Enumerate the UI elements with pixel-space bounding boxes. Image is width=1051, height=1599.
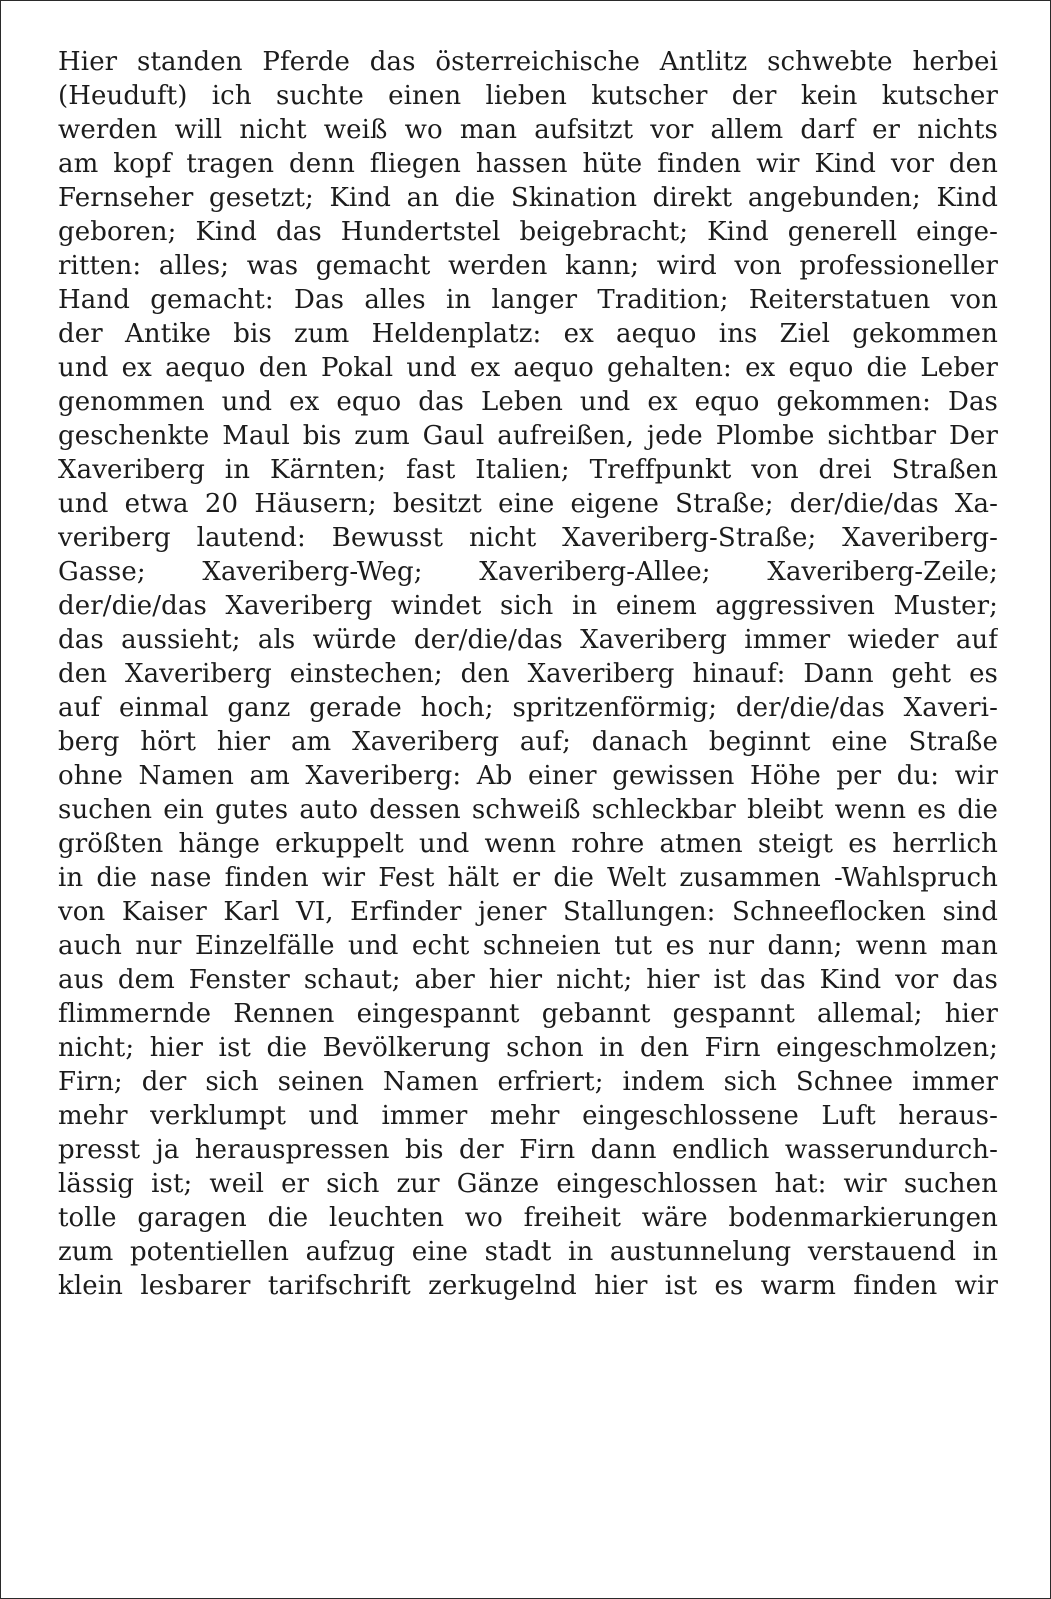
text-line-28: aus dem Fenster schaut; aber hier nicht; hier ist das Kind vor das <box>58 965 998 995</box>
text-line-35: tolle garagen die leuchten wo freiheit wäre bodenmarkierungen <box>58 1203 998 1233</box>
text-line-36: zum potentiellen aufzug eine stadt in austunnelung verstauend in <box>58 1237 998 1267</box>
text-line-23: suchen ein gutes auto dessen schweiß schleckbar bleibt wenn es die <box>58 795 998 825</box>
text-line-27: auch nur Einzelfälle und echt schneien tut es nur dann; wenn man <box>58 931 998 961</box>
text-line-13: Xaveriberg in Kärnten; fast Italien; Treffpunkt von drei Straßen <box>58 455 998 485</box>
text-line-16: Gasse; Xaveriberg-Weg; Xaveriberg-Allee; Xaveriberg-Zeile; <box>58 557 998 587</box>
text-line-29: flimmernde Rennen eingespannt gebannt gespannt allemal; hier <box>58 999 998 1029</box>
text-line-2: (Heuduft) ich suchte einen lieben kutscher der kein kutscher <box>58 81 998 111</box>
text-line-5: Fernseher gesetzt; Kind an die Skination direkt angebunden; Kind <box>58 183 998 213</box>
text-line-33: presst ja herauspressen bis der Firn dann endlich wasserundurch- <box>58 1135 998 1165</box>
text-line-34: lässig ist; weil er sich zur Gänze eingeschlossen hat: wir suchen <box>58 1169 998 1199</box>
text-line-10: und ex aequo den Pokal und ex aequo gehalten: ex equo die Leber <box>58 353 998 383</box>
text-line-21: berg hört hier am Xaveriberg auf; danach beginnt eine Straße <box>58 727 998 757</box>
text-line-26: von Kaiser Karl VI, Erfinder jener Stallungen: Schneeflocken sind <box>58 897 998 927</box>
text-line-18: das aussieht; als würde der/die/das Xaveriberg immer wieder auf <box>58 625 998 655</box>
text-line-12: geschenkte Maul bis zum Gaul aufreißen, jede Plombe sichtbar Der <box>58 421 998 451</box>
text-line-7: ritten: alles; was gemacht werden kann; wird von professioneller <box>58 251 998 281</box>
text-line-8: Hand gemacht: Das alles in langer Tradition; Reiterstatuen von <box>58 285 998 315</box>
text-line-25: in die nase finden wir Fest hält er die Welt zusammen -Wahlspruch <box>58 863 998 893</box>
text-line-1: Hier standen Pferde das österreichische Antlitz schwebte herbei <box>58 47 998 77</box>
text-line-4: am kopf tragen denn fliegen hassen hüte finden wir Kind vor den <box>58 149 998 179</box>
text-line-22: ohne Namen am Xaveriberg: Ab einer gewissen Höhe per du: wir <box>58 761 998 791</box>
text-line-11: genommen und ex equo das Leben und ex equo gekommen: Das <box>58 387 998 417</box>
text-line-3: werden will nicht weiß wo man aufsitzt vor allem darf er nichts <box>58 115 998 145</box>
text-line-9: der Antike bis zum Heldenplatz: ex aequo ins Ziel gekommen <box>58 319 998 349</box>
text-line-20: auf einmal ganz gerade hoch; spritzenförmig; der/die/das Xaveri- <box>58 693 998 723</box>
text-line-30: nicht; hier ist die Bevölkerung schon in den Firn eingeschmolzen; <box>58 1033 998 1063</box>
text-line-31: Firn; der sich seinen Namen erfriert; indem sich Schnee immer <box>58 1067 998 1097</box>
text-line-24: größten hänge erkuppelt und wenn rohre atmen steigt es herrlich <box>58 829 998 859</box>
body-text <box>58 45 998 1303</box>
text-line-37: klein lesbarer tarifschrift zerkugelnd hier ist es warm finden wir <box>58 1271 998 1301</box>
text-line-6: geboren; Kind das Hundertstel beigebracht; Kind generell einge- <box>58 217 998 247</box>
text-line-32: mehr verklumpt und immer mehr eingeschlossene Luft heraus- <box>58 1101 998 1131</box>
text-line-14: und etwa 20 Häusern; besitzt eine eigene Straße; der/die/das Xa- <box>58 489 998 519</box>
text-line-15: veriberg lautend: Bewusst nicht Xaveriberg-Straße; Xaveriberg- <box>58 523 998 553</box>
text-line-17: der/die/das Xaveriberg windet sich in einem aggressiven Muster; <box>58 591 998 621</box>
text-line-19: den Xaveriberg einstechen; den Xaveriberg hinauf: Dann geht es <box>58 659 998 689</box>
